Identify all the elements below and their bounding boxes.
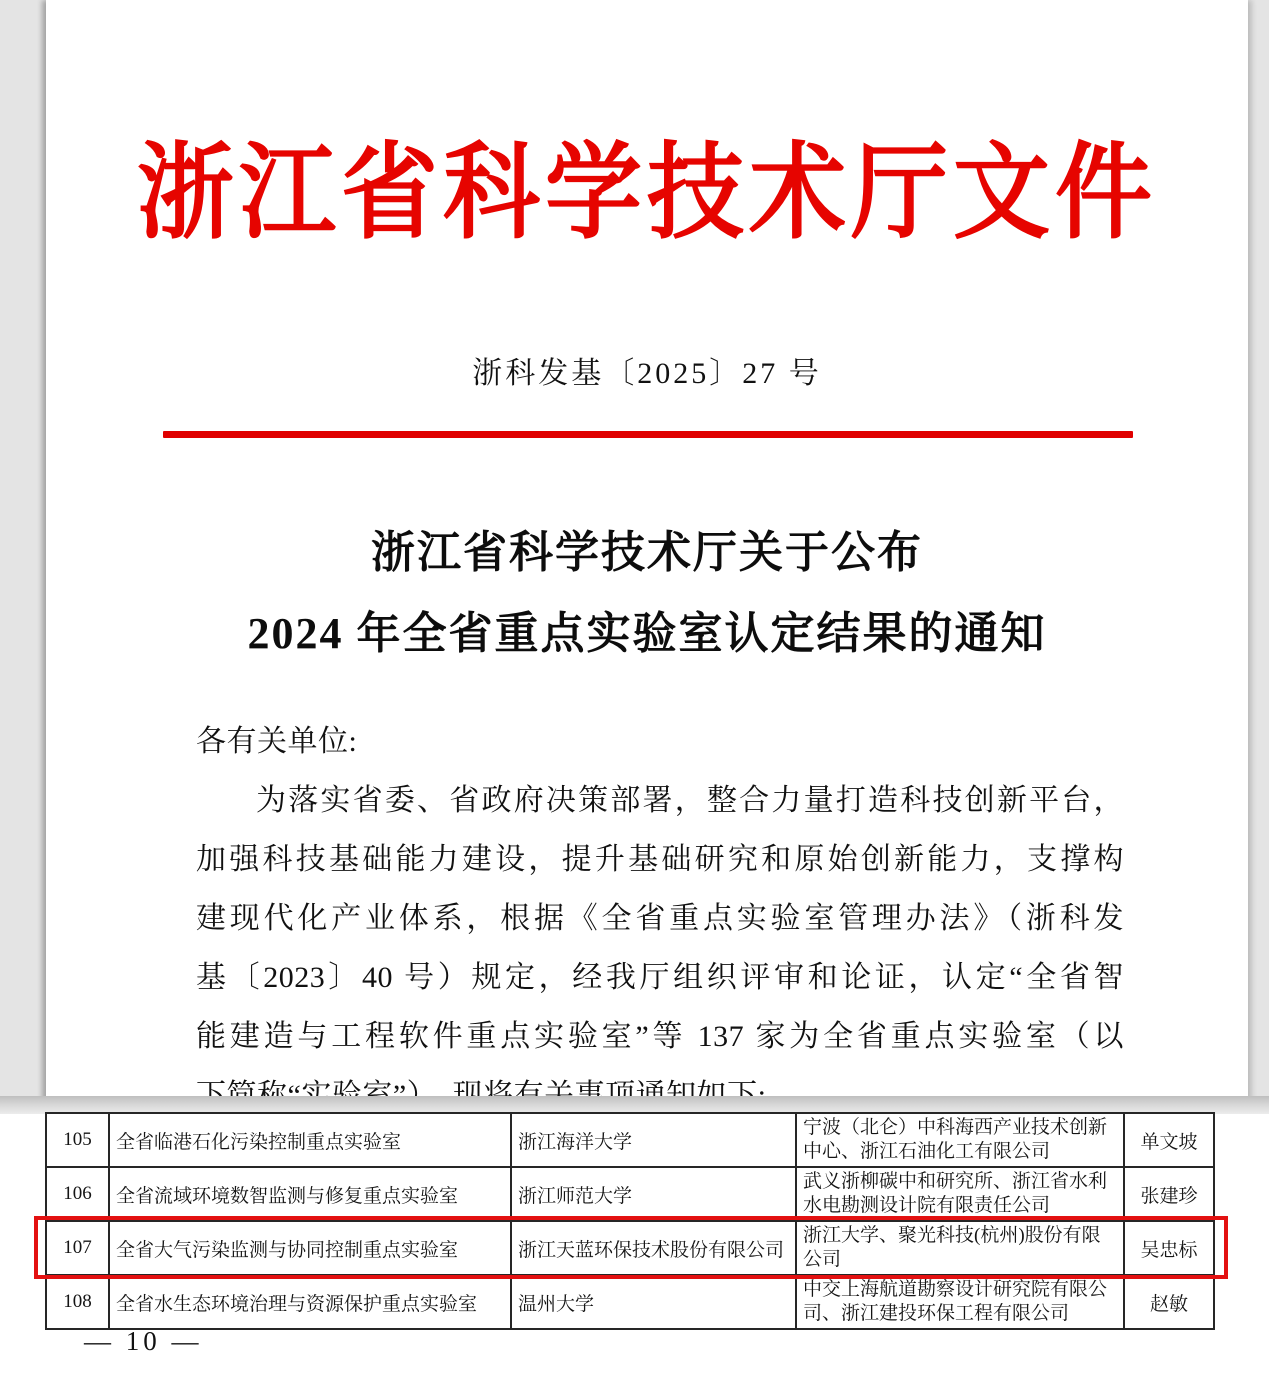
body-line: 为落实省委、省政府决策部署，整合力量打造科技创新平台，	[256, 784, 1124, 817]
cell-institution: 温州大学	[511, 1275, 796, 1329]
salutation: 各有关单位:	[196, 725, 358, 758]
cell-institution: 浙江师范大学	[511, 1167, 796, 1221]
lab-table-wrap	[45, 1112, 1213, 1330]
cell-person: 张建珍	[1124, 1167, 1214, 1221]
cell-no: 107	[46, 1221, 109, 1275]
cell-lab: 全省水生态环境治理与资源保护重点实验室	[109, 1275, 511, 1329]
cell-lab: 全省临港石化污染控制重点实验室	[109, 1113, 511, 1167]
cell-partners: 武义浙柳碳中和研究所、浙江省水利水电勘测设计院有限责任公司	[796, 1167, 1124, 1221]
body-line: 加强科技基础能力建设，提升基础研究和原始创新能力，支撑构	[196, 843, 1124, 876]
cell-partners: 浙江大学、聚光科技(杭州)股份有限公司	[796, 1221, 1124, 1275]
body-paragraph	[196, 771, 1124, 1125]
body-line: 建现代化产业体系，根据《全省重点实验室管理办法》（浙科发	[196, 902, 1124, 935]
notice-title-line-2: 2024 年全省重点实验室认定结果的通知	[247, 609, 1047, 658]
body-line: 基〔2023〕40 号）规定，经我厅组织评审和论证，认定“全省智	[196, 961, 1124, 994]
cell-partners: 中交上海航道勘察设计研究院有限公司、浙江建投环保工程有限公司	[796, 1275, 1124, 1329]
key-laboratory-table	[45, 1112, 1215, 1330]
page-number: — 10 —	[84, 1326, 203, 1356]
table-row-106	[46, 1167, 1214, 1221]
table-row-107	[46, 1221, 1214, 1275]
body-line: 能建造与工程软件重点实验室”等 137 家为全省重点实验室（以	[196, 1020, 1124, 1053]
notice-body	[196, 712, 1124, 1125]
cell-partners: 宁波（北仑）中科海西产业技术创新中心、浙江石油化工有限公司	[796, 1113, 1124, 1167]
red-divider-rule	[163, 431, 1133, 438]
cell-no: 106	[46, 1167, 109, 1221]
cell-person: 吴忠标	[1124, 1221, 1214, 1275]
table-row-105	[46, 1113, 1214, 1167]
cell-no: 108	[46, 1275, 109, 1329]
cell-person: 赵敏	[1124, 1275, 1214, 1329]
document-reference-number: 浙科发基〔2025〕27 号	[472, 357, 822, 390]
agency-letterhead-title: 浙江省科学技术厅文件	[137, 135, 1157, 252]
cell-lab: 全省流域环境数智监测与修复重点实验室	[109, 1167, 511, 1221]
cell-no: 105	[46, 1113, 109, 1167]
notice-title-line-1: 浙江省科学技术厅关于公布	[371, 528, 923, 577]
cell-institution: 浙江天蓝环保技术股份有限公司	[511, 1221, 796, 1275]
cell-lab: 全省大气污染监测与协同控制重点实验室	[109, 1221, 511, 1275]
document-page	[46, 0, 1248, 1114]
notice-title	[46, 512, 1248, 674]
table-row-108	[46, 1275, 1214, 1329]
cell-person: 单文坡	[1124, 1113, 1214, 1167]
cell-institution: 浙江海洋大学	[511, 1113, 796, 1167]
